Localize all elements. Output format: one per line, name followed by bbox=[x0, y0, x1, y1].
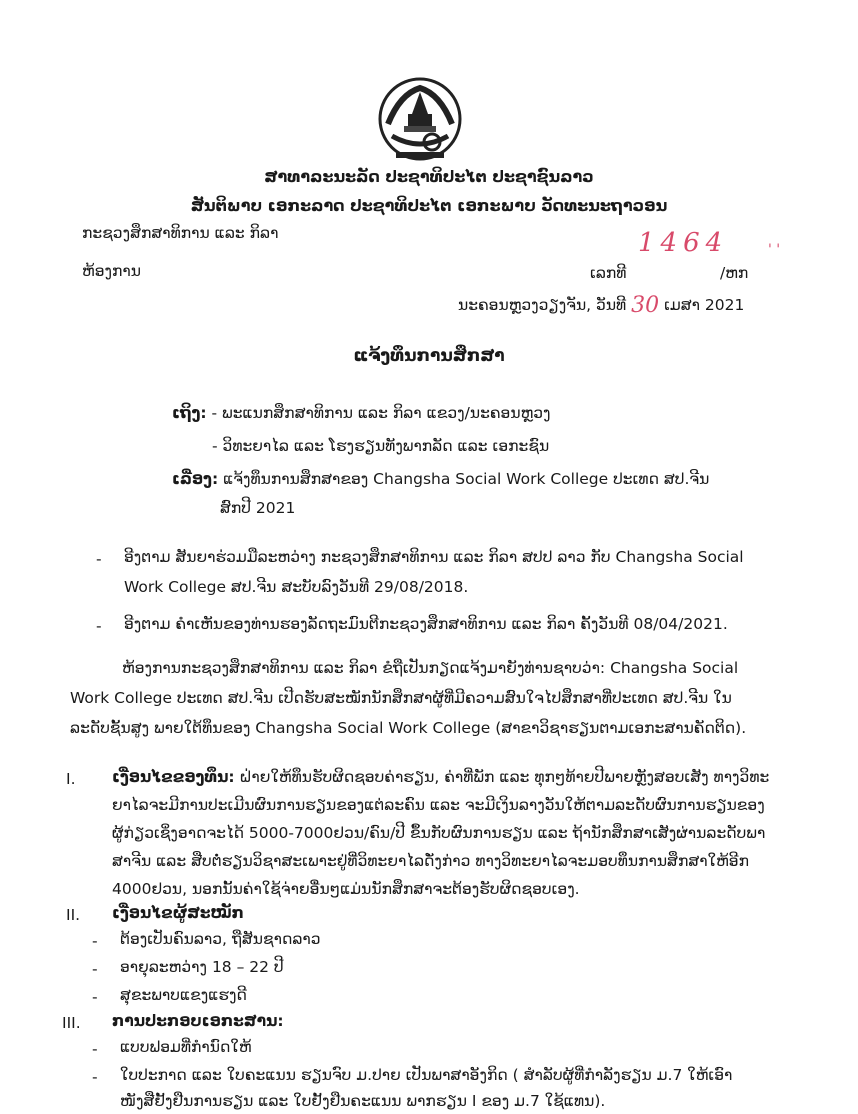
date-rest: ເມສາ 2021 bbox=[664, 296, 745, 314]
section-2-item-1: ຕ້ອງເປັນຄົນລາວ, ຖືສັນຊາດລາວ bbox=[120, 930, 321, 948]
number-label: ເລກທີ bbox=[590, 264, 627, 282]
ref-1-line-2: Work College ສປ.ຈີນ ສະບັບລົງວັນທີ 29/08/2018. bbox=[124, 578, 469, 596]
section-1-number: I. bbox=[66, 770, 76, 788]
ref-1-bullet: - bbox=[96, 550, 102, 568]
section-3-heading: ການປະກອບເອກະສານ: bbox=[112, 1012, 284, 1030]
section-1-heading: ເງື່ອນໄຂຂອງທຶນ: bbox=[112, 768, 235, 786]
national-emblem-icon bbox=[370, 74, 470, 164]
section-3-item-1: ແບບຟອມທີ່ກຳນົດໃຫ້ bbox=[120, 1038, 252, 1056]
department-name: ຫ້ອງການ bbox=[82, 262, 141, 280]
subject-text: ແຈ້ງທຶນການສຶກສາຂອງ Changsha Social Work College ປະເທດ ສປ.ຈີນ bbox=[223, 470, 710, 488]
section-2-item-1-bullet: - bbox=[92, 932, 98, 950]
section-1-text-3: ຜູ້ກ່ຽວເຊິ່ງອາດຈະໄດ້ 5000-7000ຢວນ/ຄົນ/ປີ ຂຶ້ນກັບຜົນການຮຽນ ແລະ ຖ້ານັກສຶກສາເສັງຜ່ານລະດັບພາ bbox=[112, 824, 766, 842]
section-2-item-2-bullet: - bbox=[92, 960, 98, 978]
to-line-1 bbox=[172, 404, 551, 422]
date-line bbox=[458, 291, 744, 316]
section-1-text-5: 4000ຢວນ, ນອກນັ້ນຄ່າໃຊ້ຈ່າຍອື່ນໆແມ່ນນັກສຶກສາຈະຕ້ອງຮັບຜິດຊອບເອງ. bbox=[112, 880, 580, 898]
section-2-item-3: ສຸຂະພາບແຂງແຮງດີ bbox=[120, 986, 247, 1004]
ref-2-bullet: - bbox=[96, 617, 102, 635]
ministry-name: ກະຊວງສຶກສາທິການ ແລະ ກິລາ bbox=[82, 224, 279, 242]
section-1-text-1: ຝ່າຍໃຫ້ທຶນຮັບຜິດຊອບຄ່າຮຽນ, ຄ່າທີ່ພັກ ແລະ ທຸກໆທ້າຍປີພາຍຫຼັງສອບເສັງ ທາງວິທະ bbox=[239, 768, 770, 786]
section-3-item-2-line-1: ໃບປະກາດ ແລະ ໃບຄະແນນ ຮຽນຈົບ ມ.ປາຍ ເປັນພາສາອັງກິດ ( ສຳລັບຜູ້ທີ່ກຳລັງຮຽນ ມ.7 ໃຫ້ເອົາ bbox=[120, 1066, 733, 1084]
subject-line-1 bbox=[172, 470, 709, 488]
date-prefix: ນະຄອນຫຼວງວຽງຈັນ, ວັນທີ bbox=[458, 296, 627, 314]
document-number-handwritten: 1464 bbox=[638, 228, 729, 258]
section-1-text-4: ສາຈີນ ແລະ ສືບຕໍ່ຮຽນວິຊາສະເພາະຢູ່ທີ່ວິທະຍາໄລດັ່ງກ່າວ ທາງວິທະຍາໄລຈະມອບທຶນການສຶກສາໃຫ້ອີກ bbox=[112, 852, 749, 870]
section-2-heading: ເງື່ອນໄຂຜູ້ສະໝັກ bbox=[112, 904, 244, 922]
section-2-item-2: ອາຍຸລະຫວ່າງ 18 – 22 ປີ bbox=[120, 958, 284, 976]
header-line-2: ສັນຕິພາບ ເອກະລາດ ປະຊາທິປະໄຕ ເອກະພາບ ວັດທະນະຖາວອນ bbox=[190, 196, 668, 215]
ink-marks: ' ' bbox=[768, 242, 781, 258]
section-1-text-2: ຍາໄລຈະມີການປະເມີນຜົນການຮຽນຂອງແຕ່ລະຄົນ ແລະ ຈະມີເງິນລາງວັນໃຫ້ຕາມລະດັບຜົນການຮຽນຂອງ bbox=[112, 796, 765, 814]
section-3-number: III. bbox=[62, 1014, 81, 1032]
subject-label: ເລື່ອງ: bbox=[172, 470, 219, 488]
intro-line-2: Work College ປະເທດ ສປ.ຈີນ ເປີດຮັບສະໝັກນັກສຶກສາຜູ້ທີ່ມີຄວາມສົນໃຈໄປສຶກສາທີ່ປະເທດ ສປ.ຈີນ ໃນ bbox=[70, 689, 732, 707]
section-3-item-1-bullet: - bbox=[92, 1040, 98, 1058]
section-2-item-3-bullet: - bbox=[92, 988, 98, 1006]
ref-1-line-1: ອີງຕາມ ສັນຍາຮ່ວມມືລະຫວ່າງ ກະຊວງສຶກສາທິການ ແລະ ກິລາ ສປປ ລາວ ກັບ Changsha Social bbox=[124, 548, 744, 566]
to-recipient-2: - ວິທະຍາໄລ ແລະ ໂຮງຮຽນທັງພາກລັດ ແລະ ເອກະຊົນ bbox=[212, 437, 550, 455]
document-title: ແຈ້ງທຶນການສຶກສາ bbox=[353, 346, 505, 366]
header-line-1: ສາທາລະນະລັດ ປະຊາທິປະໄຕ ປະຊາຊົນລາວ bbox=[264, 167, 594, 186]
intro-line-1: ຫ້ອງການກະຊວງສຶກສາທິການ ແລະ ກິລາ ຂໍຖືເປັນກຽດແຈ້ງມາຍັງທ່ານຊາບວ່າ: Changsha Social bbox=[122, 659, 739, 677]
to-label: ເຖິງ: bbox=[172, 404, 207, 422]
intro-line-3: ລະດັບຊັ້ນສູງ ພາຍໃຕ້ທຶນຂອງ Changsha Social Work College (ສາຂາວິຊາຮຽນຕາມເອກະສານຄັດຕິດ). bbox=[70, 719, 747, 737]
subject-year: ສົກປີ 2021 bbox=[220, 499, 296, 517]
to-recipient-1: - ພະແນກສຶກສາທິການ ແລະ ກິລາ ແຂວງ/ນະຄອນຫຼວງ bbox=[211, 404, 551, 422]
ref-2-line-1: ອີງຕາມ ຄຳເຫັນຂອງທ່ານຮອງລັດຖະມົນຕີກະຊວງສຶກສາທິການ ແລະ ກິລາ ຄັ້ງວັນທີ 08/04/2021. bbox=[124, 615, 728, 633]
section-1-line-1 bbox=[112, 768, 769, 786]
section-3-item-2-bullet: - bbox=[92, 1068, 98, 1086]
section-3-item-2-line-2: ໜັງສືຢັ້ງຢືນການຮຽນ ແລະ ໃບຢັ້ງຢືນຄະແນນ ພາກຮຽນ I ຂອງ ມ.7 ໃຊ້ແທນ). bbox=[120, 1092, 606, 1110]
date-day-handwritten: 30 bbox=[631, 293, 660, 318]
number-suffix: /ຫກ bbox=[720, 264, 749, 282]
section-2-number: II. bbox=[66, 906, 81, 924]
